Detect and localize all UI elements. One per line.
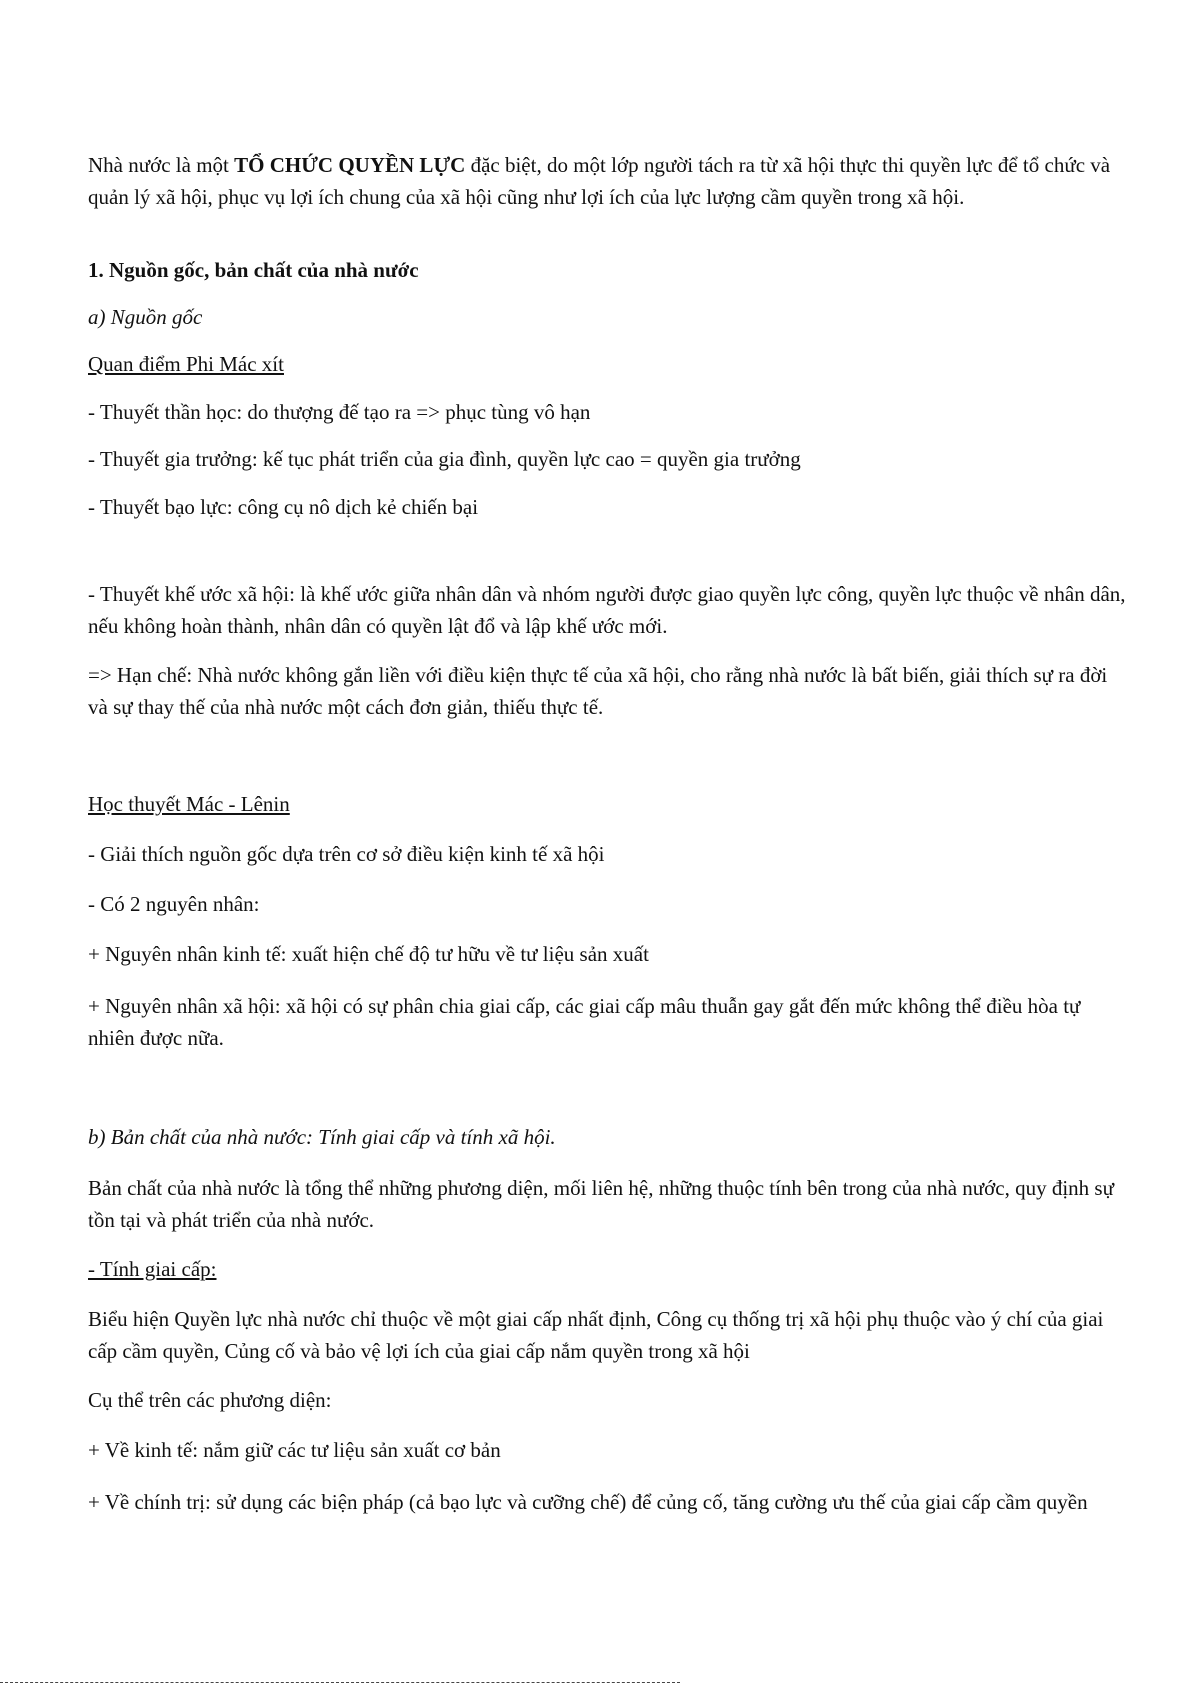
marxist-heading: Học thuyết Mác - Lênin (88, 792, 290, 816)
section-1-heading: 1. Nguồn gốc, bản chất của nhà nước (88, 258, 419, 282)
intro-prefix: Nhà nước là một (88, 153, 235, 177)
class-nature-expression: Biểu hiện Quyền lực nhà nước chỉ thuộc về một giai cấp nhất định, Công cụ thống trị xã hội phụ thuộc vào ý chí của giai cấp cầm quyền, Củng cố và bảo vệ lợi ích của giai cấp nắm quyền trong xã hội (88, 1307, 1104, 1363)
non-marxist-heading: Quan điểm Phi Mác xít (88, 352, 284, 376)
aspects-intro: Cụ thể trên các phương diện: (88, 1388, 332, 1412)
non-marxist-item-patriarchal: - Thuyết gia trưởng: kế tục phát triển của gia đình, quyền lực cao = quyền gia trưởng (88, 447, 801, 471)
essence-definition: Bản chất của nhà nước là tổng thể những phương diện, mối liên hệ, những thuộc tính bên trong của nhà nước, quy định sự tồn tại và phát triển của nhà nước. (88, 1176, 1114, 1232)
intro-emphasis: TỔ CHỨC QUYỀN LỰC (234, 153, 466, 177)
non-marxist-limitation: => Hạn chế: Nhà nước không gắn liền với điều kiện thực tế của xã hội, cho rằng nhà nước là bất biến, giải thích sự ra đời và sự thay thế của nhà nước một cách đơn giản, thiếu thực tế. (88, 663, 1108, 719)
footer-divider (0, 1682, 680, 1683)
non-marxist-item-violence: - Thuyết bạo lực: công cụ nô dịch kẻ chiến bại (88, 495, 479, 519)
subsection-b-heading: b) Bản chất của nhà nước: Tính giai cấp và tính xã hội. (88, 1125, 556, 1149)
non-marxist-item-theology: - Thuyết thần học: do thượng đế tạo ra => phục tùng vô hạn (88, 400, 591, 424)
marxist-item-explanation: - Giải thích nguồn gốc dựa trên cơ sở điều kiện kinh tế xã hội (88, 842, 605, 866)
intro-paragraph (88, 149, 1128, 213)
aspect-political: + Về chính trị: sử dụng các biện pháp (cả bạo lực và cưỡng chế) để củng cố, tăng cường ưu thế của giai cấp cầm quyền (88, 1490, 1088, 1514)
marxist-item-two-causes: - Có 2 nguyên nhân: (88, 892, 260, 916)
class-nature-heading: - Tính giai cấp: (88, 1257, 217, 1281)
aspect-economic: + Về kinh tế: nắm giữ các tư liệu sản xuất cơ bản (88, 1438, 501, 1462)
marxist-item-economic-cause: + Nguyên nhân kinh tế: xuất hiện chế độ tư hữu về tư liệu sản xuất (88, 942, 649, 966)
subsection-a-heading: a) Nguồn gốc (88, 305, 203, 329)
marxist-item-social-cause: + Nguyên nhân xã hội: xã hội có sự phân chia giai cấp, các giai cấp mâu thuẫn gay gắt đến mức không thể điều hòa tự nhiên được nữa. (88, 994, 1081, 1050)
non-marxist-item-social-contract: - Thuyết khế ước xã hội: là khế ước giữa nhân dân và nhóm người được giao quyền lực công, quyền lực thuộc về nhân dân, nếu không hoàn thành, nhân dân có quyền lật đổ và lập khế ước mới. (88, 582, 1126, 638)
intro-suffix: đặc biệt, do một lớp người tách ra từ xã hội thực thi quyền lực để tổ chức và quản lý xã hội, phục vụ lợi ích chung của xã hội cũng như lợi ích của lực lượng cầm quyền trong xã hội. (88, 153, 1111, 209)
